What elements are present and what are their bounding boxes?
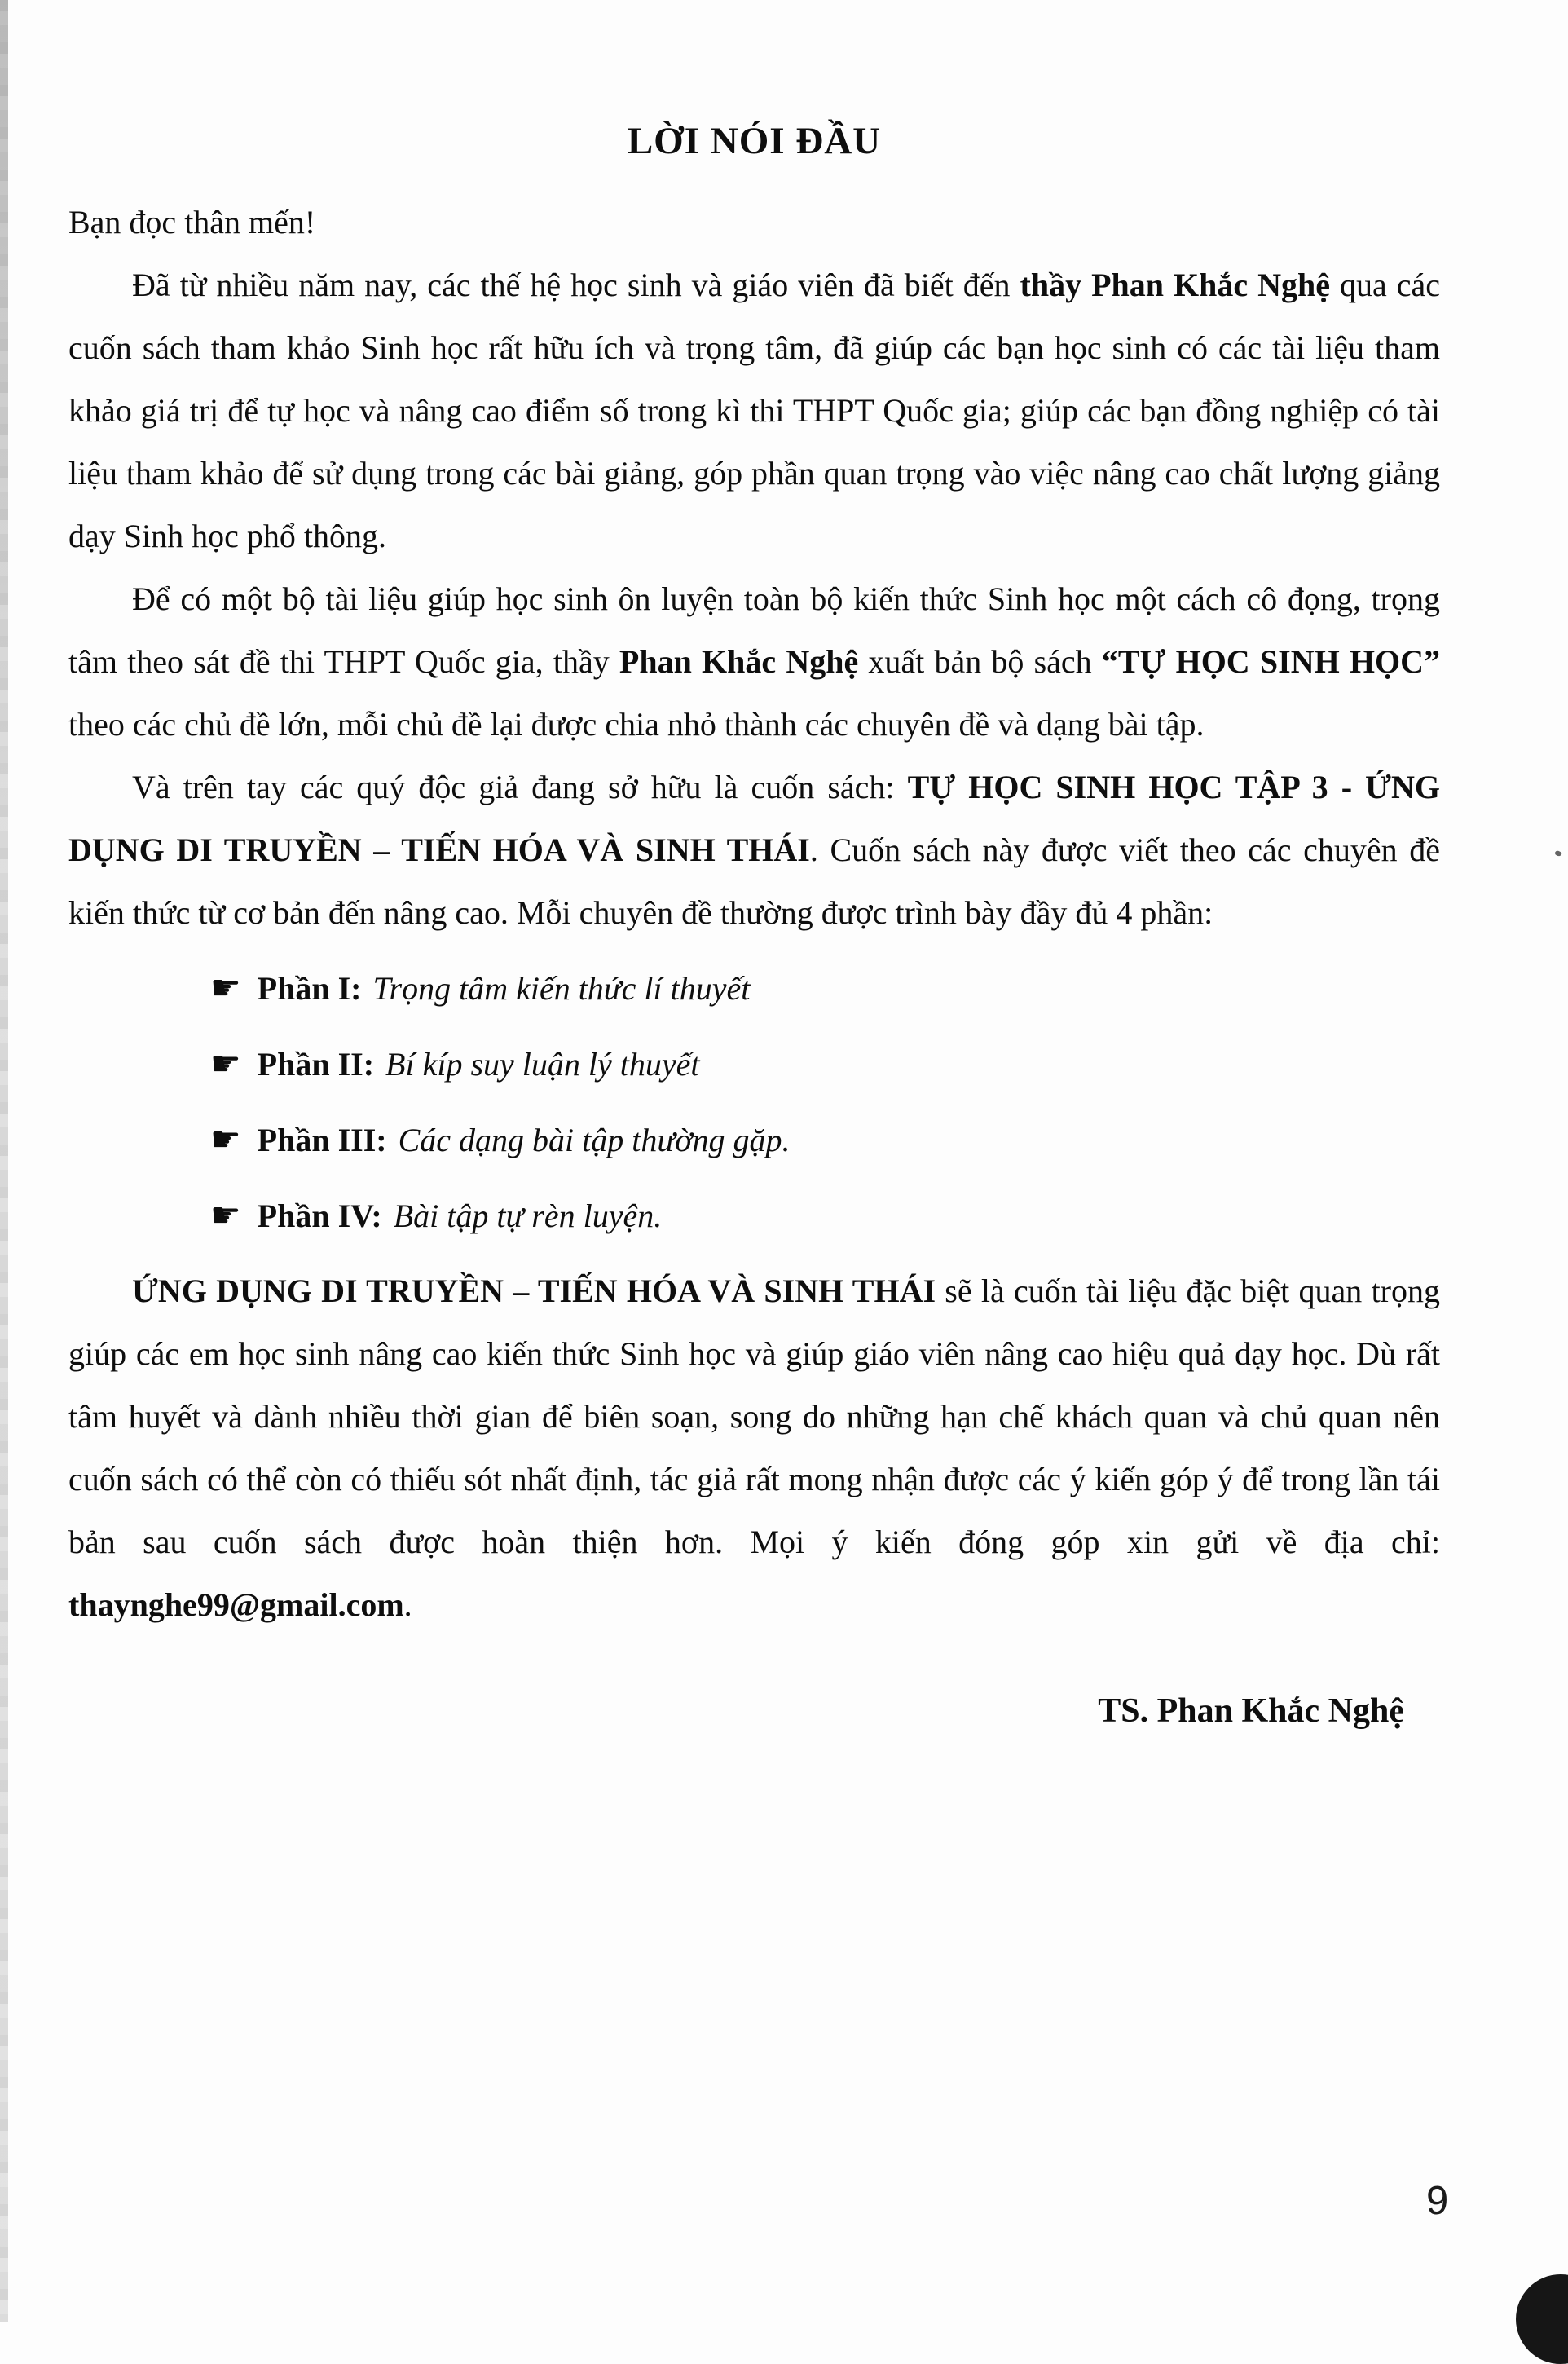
text-segment: theo các chủ đề lớn, mỗi chủ đề lại được chia nhỏ thành các chuyên đề và dạng bài tập. (68, 706, 1205, 743)
text-segment: Phan Khắc Nghệ (619, 643, 859, 680)
scan-speck (1554, 849, 1562, 857)
scan-edge-streak (0, 0, 8, 2322)
text-segment: sẽ là cuốn tài liệu đặc biệt quan trọng giúp các em học sinh nâng cao kiến thức Sinh học và giúp giáo viên nâng cao hiệu quả dạy học. Dù rất tâm huyết và dành nhiều thời gian để biên soạn, song do những hạn chế khách quan và chủ quan nên cuốn sách có thể còn có thiếu sót nhất định, tác giả rất mong nhận được các ý kiến góp ý để trong lần tái bản sau cuốn sách được hoàn thiện hơn. Mọi ý kiến đóng góp xin gửi về địa chỉ: (68, 1272, 1440, 1560)
list-item-label: Phần III: (257, 1122, 387, 1158)
text-segment: thaynghe99@gmail.com (68, 1586, 404, 1623)
page-title: LỜI NÓI ĐẦU (627, 120, 882, 162)
list-item-desc: Trọng tâm kiến thức lí thuyết (372, 970, 751, 1007)
pointing-hand-icon: ☛ (210, 968, 241, 1008)
list-item (68, 1108, 1440, 1171)
paragraph (68, 1259, 1440, 1636)
text-segment: Đã từ nhiều năm nay, các thế hệ học sinh và giáo viên đã biết đến (132, 267, 1020, 303)
list-item (68, 956, 1440, 1020)
salutation: Bạn đọc thân mến! (68, 204, 316, 240)
text-segment: Và trên tay các quý độc giả đang sở hữu là cuốn sách: (132, 769, 908, 805)
scan-corner-artifact (1516, 2274, 1568, 2364)
list-item (68, 1032, 1440, 1096)
paragraph (68, 254, 1440, 567)
author-signature: TS. Phan Khắc Nghệ (1098, 1692, 1404, 1730)
list-item-desc: Bài tập tự rèn luyện. (393, 1197, 663, 1234)
paragraph (68, 756, 1440, 944)
text-segment: Để có một bộ tài liệu giúp học sinh ôn luyện toàn bộ kiến thức Sinh học một cách cô đọng, trọng tâm theo sát đề thi THPT Quốc gia, thầy (68, 580, 1440, 680)
text-segment: qua các cuốn sách tham khảo Sinh học rất hữu ích và trọng tâm, đã giúp các bạn học sinh có các tài liệu tham khảo giá trị để tự học và nâng cao điểm số trong kì thi THPT Quốc gia; giúp các bạn đồng nghiệp có tài liệu tham khảo để sử dụng trong các bài giảng, góp phần quan trọng vào việc nâng cao chất lượng giảng dạy Sinh học phổ thông. (68, 267, 1441, 554)
pointing-hand-icon: ☛ (210, 1195, 241, 1235)
list-item-label: Phần II: (257, 1046, 375, 1083)
text-segment: TỰ HỌC SINH HỌC TẬP 3 - ỨNG DỤNG DI TRUYỀN – TIẾN HÓA VÀ SINH THÁI (68, 769, 1441, 868)
list-item (68, 1184, 1440, 1247)
text-segment: xuất bản bộ sách (858, 643, 1102, 680)
list-item-desc: Các dạng bài tập thường gặp. (398, 1122, 791, 1158)
parts-list (68, 956, 1440, 1247)
page-content (68, 119, 1440, 1736)
list-item-desc: Bí kíp suy luận lý thuyết (385, 1046, 700, 1083)
list-item-label: Phần I: (257, 970, 362, 1007)
text-segment: ỨNG DỤNG DI TRUYỀN – TIẾN HÓA VÀ SINH THÁI (132, 1272, 936, 1309)
list-item-label: Phần IV: (257, 1197, 382, 1234)
pointing-hand-icon: ☛ (210, 1119, 241, 1159)
page-number: 9 (1426, 2179, 1449, 2223)
paragraph (68, 567, 1440, 756)
text-segment: . Cuốn sách này được viết theo các chuyên đề kiến thức từ cơ bản đến nâng cao. Mỗi chuyên đề thường được trình bày đầy đủ 4 phần: (68, 831, 1441, 931)
text-segment: . (403, 1586, 412, 1623)
text-segment: “TỰ HỌC SINH HỌC” (1101, 643, 1440, 680)
pointing-hand-icon: ☛ (210, 1043, 241, 1083)
text-segment: thầy Phan Khắc Nghệ (1020, 267, 1330, 303)
